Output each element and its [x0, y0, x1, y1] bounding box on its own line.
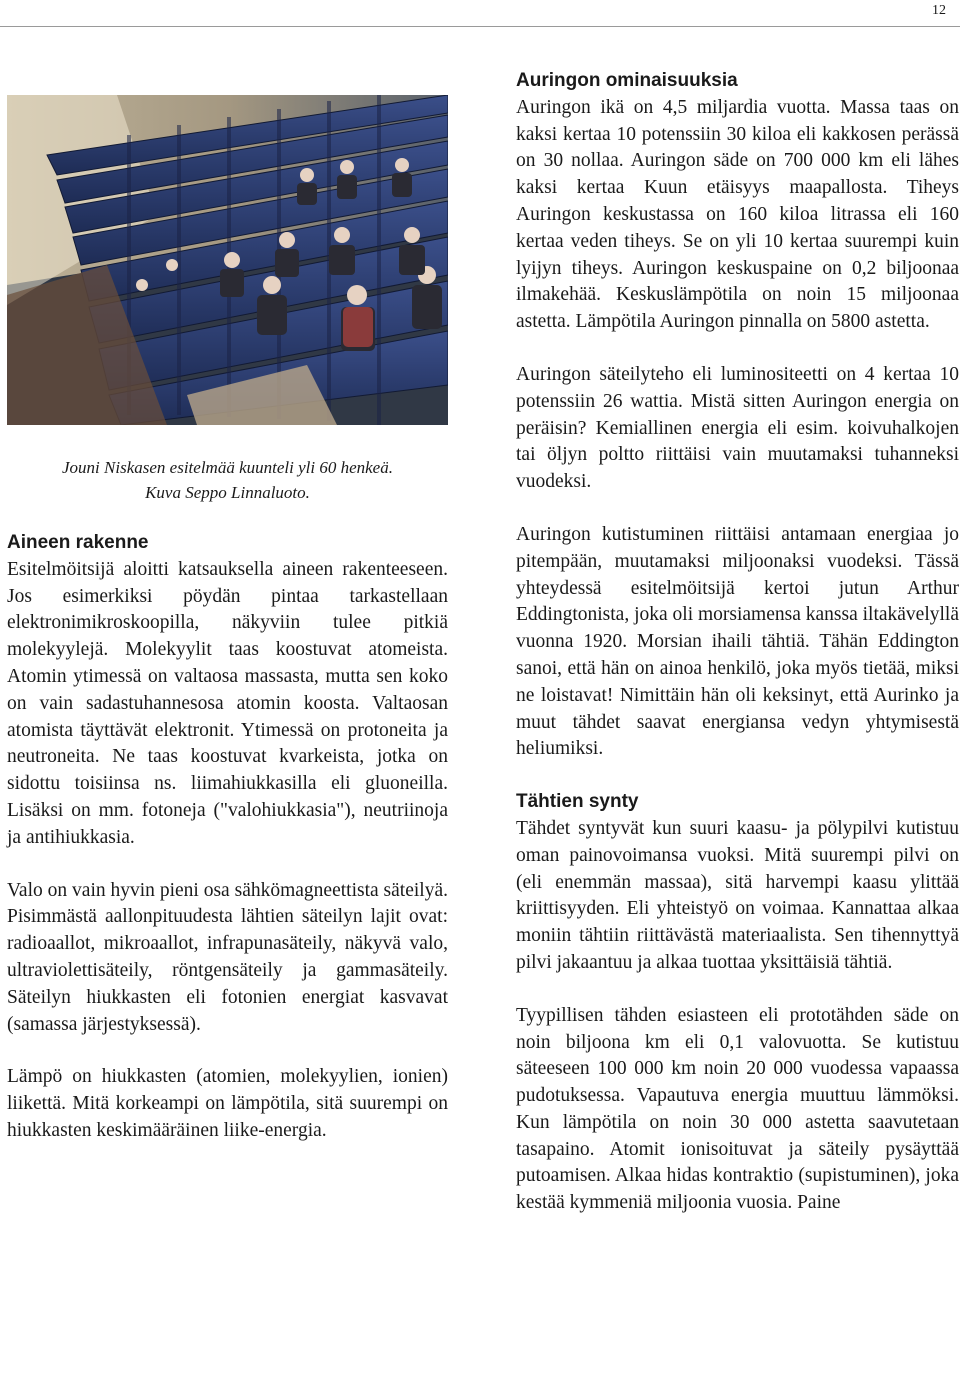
- paragraph-heat: Lämpö on hiukkasten (atomien, molekyylien, ionien) liikettä. Mitä korkeampi on lämpötila, sitä suurempi on hiukkasten keskimääräinen liike-energia.: [7, 1066, 448, 1141]
- lecture-photo-drawing: [7, 95, 448, 425]
- paragraph-star-formation: Tähdet syntyvät kun suuri kaasu- ja pölypilvi kutistuu oman painovoimansa vuoksi. Mitä suurempi pilvi on (eli enemmän massaa), sitä harvempi kaasu ylittää kriittisyyden. Eli yhteistyö on voimaa. Kannattaa alkaa moniin tähtiin riittävästä materiaalista. Sen tihennyttyä pilvi jakaantuu ja alkaa tuottaa yksittäisiä tähtiä.: [516, 817, 959, 973]
- section-heading-star-formation: Tähtien synty: [516, 791, 639, 813]
- photo-caption: [7, 455, 448, 505]
- page-number: 12: [932, 3, 946, 18]
- caption-line-1: Jouni Niskasen esitelmää kuunteli yli 60 henkeä.: [62, 458, 393, 477]
- left-column: [7, 530, 448, 1145]
- paragraph-matter-structure: Esitelmöitsijä aloitti katsauksella aineen rakenteeseen. Jos esimerkiksi pöydän pintaa tarkastellaan elektronimikroskoopilla, näkyviin tulee pitkiä molekyylejä. Molekyylit taas koostuvat atomeista. Atomin ytimessä on valtaosa massasta, mutta sen koko on vain sadastuhannesosa atomin koosta. Valtaosan atomista täyttävät elektronit. Ytimessä on protoneita ja neutroneita. Ne taas koostuvat kvarkeista, jotka on sidottu toisiinsa ns. liimahiukkasilla eli gluoneilla. Lisäksi on mm. fotoneja ("valohiukkasia"), neutriinoja ja antihiukkasia.: [7, 558, 448, 848]
- paragraph-sun-luminosity: Auringon säteilyteho eli luminositeetti on 4 kertaa 10 potenssiin 26 wattia. Mistä sitten Auringon energia on peräisin? Kemiallinen energia eli esim. koivuhalkojen tai öljyn poltto riittäisi vain muutamaksi tuhanneksi vuodeksi.: [516, 363, 959, 493]
- paragraph-sun-properties: Auringon ikä on 4,5 miljardia vuotta. Massa taas on kaksi kertaa 10 potenssiin 30 kiloa eli kakkosen perässä on 30 nollaa. Auringon säde on 700 000 km eli lähes kaksi kertaa Kuun etäisyys maapallosta. Tiheys Auringon keskustassa on 160 kiloa litrassa eli 160 kertaa veden tiheys. Se on yli 10 kertaa suurempi kuin lyijyn tiheys. Auringon keskuspaine on 0,2 biljoonaa ilmakehää. Keskuslämpötila on noin 15 miljoonaa astetta. Lämpötila Auringon pinnalla on 5800 astetta.: [516, 96, 959, 333]
- paragraph-light-radiation: Valo on vain hyvin pieni osa sähkömagneettista säteilyä. Pisimmästä aallonpituudesta lähtien säteilyn lajit ovat: radioaallot, mikroaallot, infrapunasäteily, näkyvä valo, ultraviolettisäteily, röntgensäteily ja gammasäteily. Säteilyn hiukkasten eli fotonien energiat kasvavat (samassa järjestyksessä).: [7, 879, 448, 1035]
- lecture-photo: [7, 95, 448, 425]
- caption-line-2: Kuva Seppo Linnaluoto.: [145, 483, 310, 502]
- section-heading-sun-properties: Auringon ominaisuuksia: [516, 70, 738, 91]
- section-heading-matter-structure: Aineen rakenne: [7, 532, 149, 553]
- right-column: [516, 68, 959, 1217]
- paragraph-sun-contraction: Auringon kutistuminen riittäisi antamaan energiaa jo pitempään, muutamaksi miljoonaksi vuodeksi. Tässä yhteydessä esitelmöitsijä kertoi jutun Arthur Eddingtonista, joka oli morsiamensa kanssa iltakävelyllä vuonna 1920. Morsian ihaili tähtiä. Tähän Eddington sanoi, että hän on ainoa henkilö, joka myös tietää, miksi ne loistavat! Nimittäin hän oli keksinyt, että Aurinko ja muut tähdet saavat energiansa vedyn yhtymisestä heliumiksi.: [516, 523, 959, 760]
- paragraph-protostar: Tyypillisen tähden esiasteen eli prototähden säde on noin biljoona km eli 0,1 valovuotta. Se kutistuu säteeseen 100 000 km noin 20 000 vuodessa vapaassa pudotuksessa. Vapautuva energia muuttuu lämmöksi. Kun lämpötila on noin 30 000 astetta saavutetaan tasapaino. Atomit ionisoituvat ja säteily pysäyttää putoamisen. Alkaa hidas kontraktio (supistuminen), joka kestää kymmeniä miljoonia vuosia. Paine: [516, 1004, 959, 1214]
- header-rule: [0, 26, 960, 27]
